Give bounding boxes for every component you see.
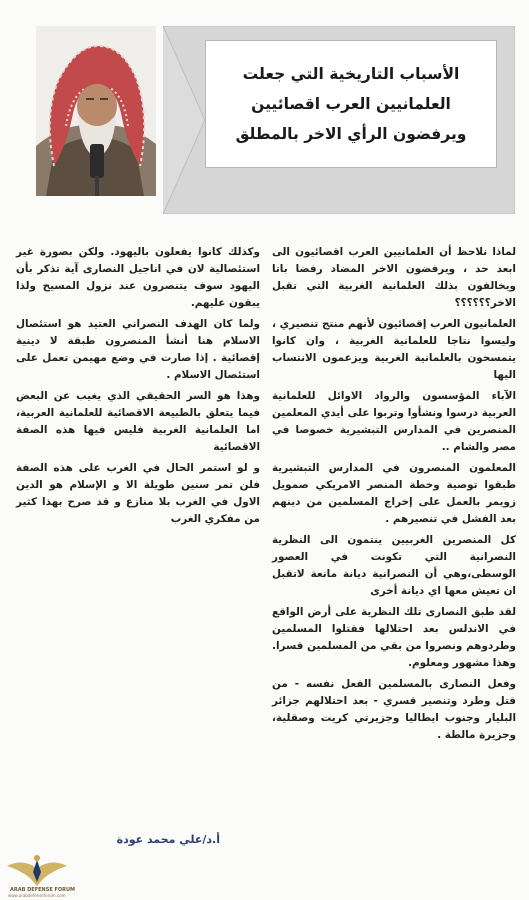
paragraph: الآباء المؤسسون والرواد الاوائل للعلمانية العربية درسوا ونشأوا وتربوا على أيدي المعلمين المنصرين في المدارس التبشيرية خصوصا في مصر والشام .. [272, 390, 516, 453]
paragraph: وهذا هو السر الحقيقي الذي يغيب عن البعض فيما يتعلق بالطبيعة الاقصائية للعلمانية العربية، اما العلمانية الغربية فليس فيها هذه الصفة الاقصائية [16, 390, 260, 453]
watermark-url: www.arabdefenseforum.com [8, 893, 66, 898]
paragraph: لماذا نلاحظ أن العلمانيين العرب اقصائيون الى ابعد حد ، ويرفضون الاخر المضاد رفضا باتا ويخالفون بذلك العلمانية الغربية التي تقبل الاخر؟؟؟؟؟؟ [272, 246, 516, 309]
paragraph: كل المنصرين الغربيين ينتمون الى النظرية النصرانية التي تكونت في العصور الوسطى،وهي أن النصرانية ديانة مانعة لاتقبل ان تعيش معها اي ديانة أخرى [272, 534, 516, 597]
paragraph: وكذلك كانوا يفعلون باليهود. ولكن بصورة غير استئصالية لان في اناجيل النصارى آية تذكر بأن اليهود سوف يتنصرون عند نزول المسيح ولذا يبقون عليهم. [16, 246, 260, 309]
headline-line-3: ويرفضون الرأي الاخر بالمطلق [235, 125, 467, 143]
author-byline: أ.د/علي محمد عودة [116, 833, 220, 846]
article-right-column [272, 244, 516, 748]
paragraph: لقد طبق النصارى تلك النظرية على أرض الواقع في الاندلس بعد احتلالها فقتلوا المسلمين وطردوهم ونصروا من بقي من المسلمين قسرا. وهذا مشهور ومعلوم. [272, 606, 516, 669]
paragraph: المعلمون المنصرون في المدارس التبشيرية طبقوا توصية وخطة المنصر الامريكي صمويل زويمر بالعمل على إخراج المسلمين من دينهم بعد الفشل في تنصيرهم . [272, 462, 516, 525]
paragraph: و لو استمر الحال في الغرب على هذه الصفة فلن تمر سنين طويلة الا و الإسلام هو الدين الاول في الغرب بلا منازع و قد صرح بهذا كثير من مفكري الغرب [16, 462, 260, 525]
article-left-column [16, 244, 260, 532]
paragraph: وفعل النصارى بالمسلمين الفعل نفسه - من قتل وطرد وتنصير قسري - بعد احتلالهم جزائر البليار وجنوب ايطاليا وجزيرتي كريت وصقلية، وجزيرة مالطة . [272, 678, 516, 741]
headline-box [205, 40, 497, 168]
watermark-title: ARAB DEFENSE FORUM [10, 887, 76, 893]
headline-line-2: العلمانيين العرب اقصائيين [251, 95, 451, 113]
portrait-image [36, 26, 156, 196]
headline-line-1: الأسباب التاريخية التي جعلت [242, 65, 460, 83]
paragraph: العلمانيون العرب إقصائيون لأنهم منتج تنصيري ، وليسوا نتاجا للعلمانية الغربية ، وان كانوا يتمسحون بالعلمانية الغربية ويزعمون الانتساب اليها [272, 318, 516, 381]
author-portrait [36, 26, 156, 196]
paragraph: ولما كان الهدف النصراني العتيد هو استئصال الاسلام هنا أنشأ المنصرون طبقة لا دينية إقصائية . إذا صارت في وضع مهيمن تعمل على استئصال الاسلام . [16, 318, 260, 381]
